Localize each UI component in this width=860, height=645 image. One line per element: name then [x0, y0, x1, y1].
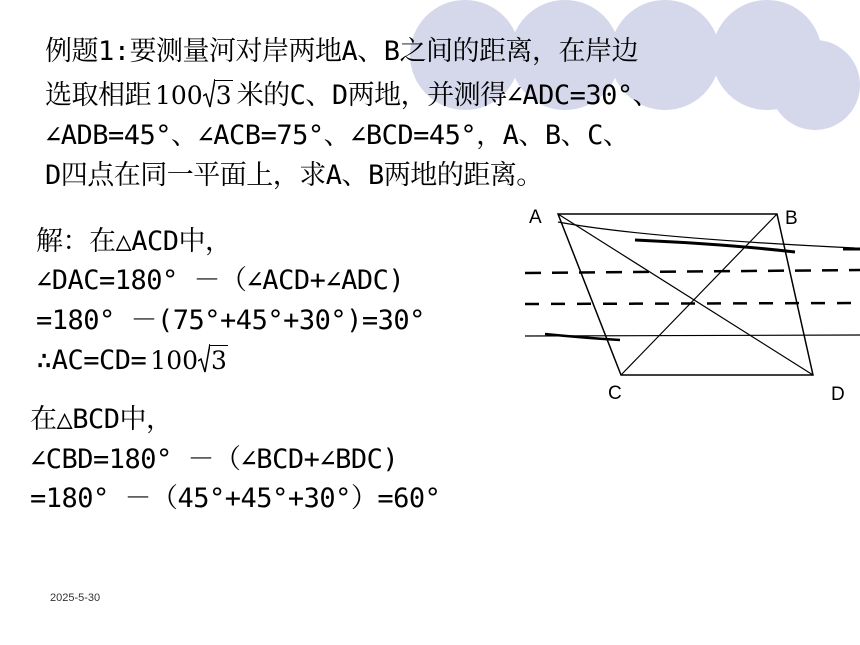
problem-line-3: ∠ADB=45°、∠ACB=75°、∠BCD=45°，A、B、C、	[45, 120, 630, 151]
river-geometry-figure	[525, 200, 860, 405]
distance-radicand: 3	[215, 81, 232, 110]
river-line-dashed-2	[525, 303, 860, 304]
problem-line-2	[45, 80, 659, 112]
solution-2-line-3: =180° －（45°+45°+30°）=60°	[30, 483, 441, 514]
river-line-top-right	[635, 240, 795, 252]
problem-line-1: 例题1:要测量河对岸两地A、B之间的距离，在岸边	[45, 36, 639, 67]
solution-1-line-4	[36, 345, 232, 377]
river-line-dashed-1	[525, 270, 860, 273]
label-d: D	[831, 384, 845, 405]
solution-2-line-2: ∠CBD=180° －（∠BCD+∠BDC)	[30, 444, 399, 475]
distance-coefficient: 100	[150, 346, 199, 375]
solution-1-line-1: 解：在△ACD中，	[36, 226, 232, 257]
distance-coefficient: 100	[155, 81, 203, 110]
sqrt-symbol	[203, 80, 233, 112]
problem-line-2-prefix: 选取相距	[45, 80, 151, 111]
distance-expression	[155, 80, 233, 112]
label-b: B	[785, 208, 798, 229]
sqrt-symbol	[198, 345, 228, 377]
solution-1-line-2: ∠DAC=180° －（∠ACD+∠ADC)	[36, 265, 405, 296]
distance-expression	[150, 345, 228, 377]
decoration-circle	[770, 40, 860, 130]
problem-line-2-suffix: 米的C、D两地，并测得∠ADC=30°、	[236, 80, 660, 111]
diagonal-ad	[558, 214, 813, 375]
solution-1-line-3: =180° －(75°+45°+30°)=30°	[36, 305, 425, 336]
solution-1-line-4-prefix: ∴AC=CD=	[36, 345, 147, 376]
problem-line-4: D四点在同一平面上，求A、B两地的距离。	[45, 160, 543, 191]
distance-radicand: 3	[211, 346, 227, 375]
label-c: C	[608, 383, 622, 404]
river-line-bold-left	[545, 334, 620, 340]
solution-2-line-1: 在△BCD中，	[30, 404, 173, 435]
slide-date: 2025-5-30	[50, 592, 101, 604]
label-a: A	[529, 207, 542, 228]
